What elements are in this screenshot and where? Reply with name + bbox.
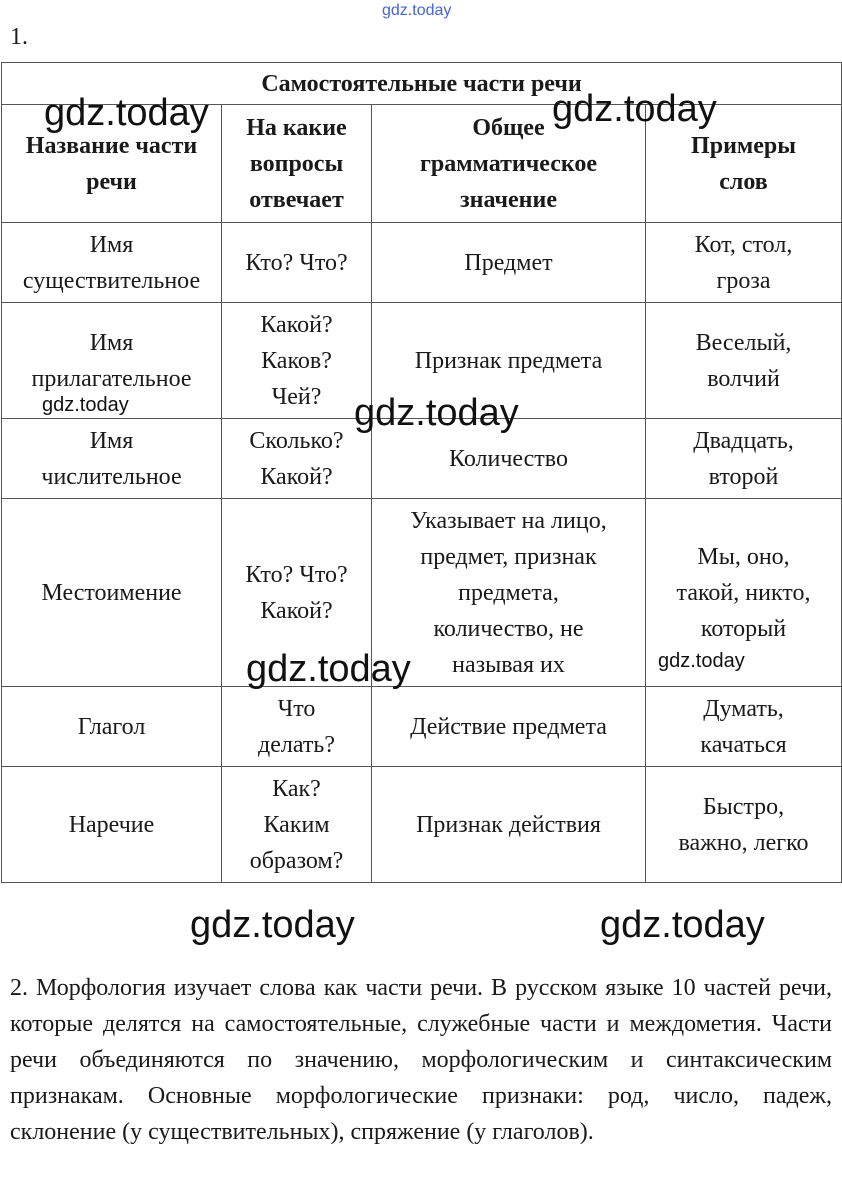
cell-name: Глагол — [2, 687, 222, 767]
cell-questions: Кто? Что? — [222, 223, 372, 303]
header-name: Название части речи — [2, 105, 222, 223]
cell-name: Имя прилагательное — [2, 303, 222, 419]
table-row — [2, 303, 842, 419]
header-meaning: Общее грамматическое значение — [372, 105, 646, 223]
cell-examples: Быстро, важно, легко — [646, 767, 842, 883]
table-row — [2, 499, 842, 687]
cell-name: Имя числительное — [2, 419, 222, 499]
cell-examples: Думать, качаться — [646, 687, 842, 767]
task-2-paragraph: 2. Морфология изучает слова как части речи. В русском языке 10 частей речи, которые делятся на самостоятельные, служебные части и междометия. Части речи объединяются по значению, морфологическим и синтаксическим признакам. Основные морфологические признаки: род, число, падеж, склонение (у существительных), спряжение (у глаголов). — [10, 975, 832, 1145]
cell-meaning: Количество — [372, 419, 646, 499]
header-examples: Примеры слов — [646, 105, 842, 223]
cell-meaning: Действие предмета — [372, 687, 646, 767]
cell-examples: Веселый, волчий — [646, 303, 842, 419]
watermark: gdz.today — [354, 392, 519, 434]
cell-meaning: Признак предмета — [372, 303, 646, 419]
task-1-number: 1. — [10, 24, 28, 50]
cell-questions: Сколько? Какой? — [222, 419, 372, 499]
watermark: gdz.today — [600, 904, 765, 946]
cell-meaning: Указывает на лицо, предмет, признак предмета, количество, не называя их — [372, 499, 646, 687]
cell-questions: Что делать? — [222, 687, 372, 767]
parts-of-speech-table — [1, 62, 842, 883]
watermark: gdz.today — [190, 904, 355, 946]
cell-examples: Кот, стол, гроза — [646, 223, 842, 303]
table-row — [2, 223, 842, 303]
watermark: gdz.today — [44, 92, 209, 134]
cell-questions: Как? Каким образом? — [222, 767, 372, 883]
cell-examples: Мы, оно, такой, никто, который — [646, 499, 842, 687]
table-title: Самостоятельные части речи — [2, 63, 842, 105]
watermark: gdz.today — [42, 394, 129, 416]
table-row — [2, 687, 842, 767]
watermark: gdz.today — [552, 88, 717, 130]
cell-questions: Какой? Каков? Чей? — [222, 303, 372, 419]
cell-meaning: Признак действия — [372, 767, 646, 883]
watermark: gdz.today — [658, 650, 745, 672]
watermark: gdz.today — [246, 648, 411, 690]
cell-questions: Кто? Что? Какой? — [222, 499, 372, 687]
cell-name: Имя существительное — [2, 223, 222, 303]
cell-examples: Двадцать, второй — [646, 419, 842, 499]
cell-name: Местоимение — [2, 499, 222, 687]
header-questions: На какие вопросы отвечает — [222, 105, 372, 223]
cell-meaning: Предмет — [372, 223, 646, 303]
table-row — [2, 419, 842, 499]
cell-name: Наречие — [2, 767, 222, 883]
table-row — [2, 767, 842, 883]
watermark-top: gdz.today — [382, 2, 452, 19]
